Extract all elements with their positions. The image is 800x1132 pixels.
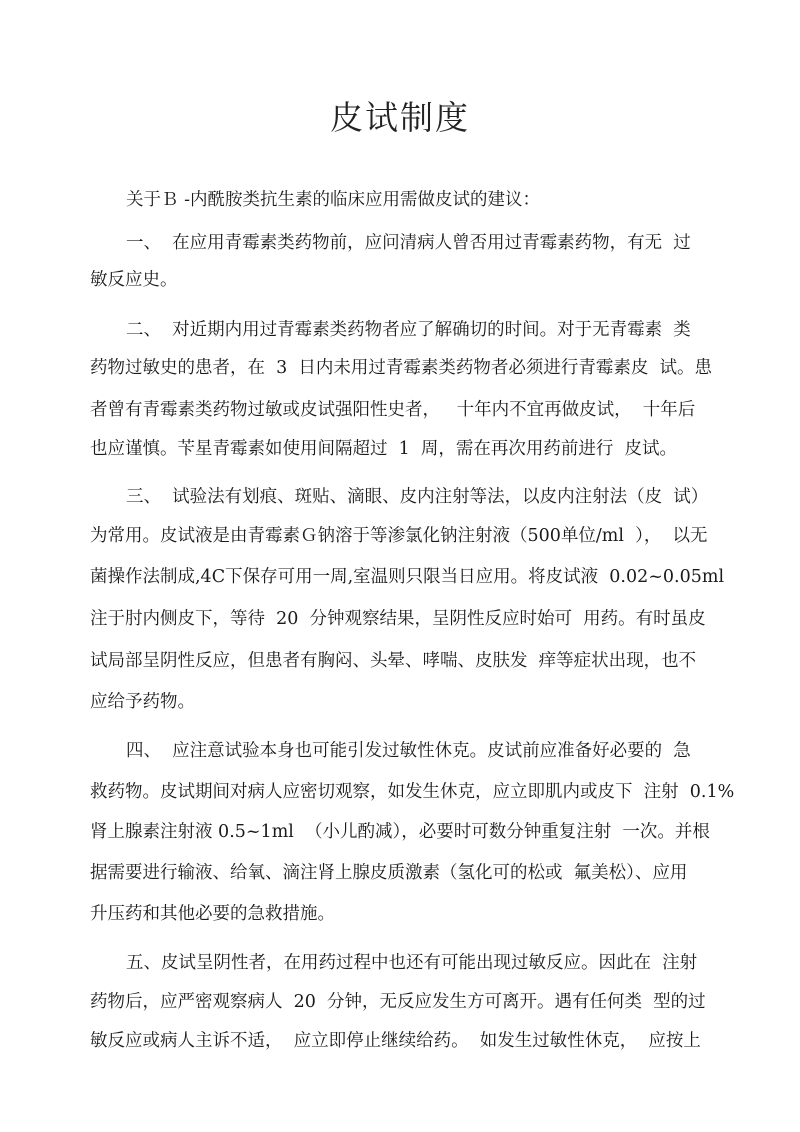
page-title: 皮试制度 xyxy=(330,98,470,137)
text-line: 应给予药物。 xyxy=(90,692,195,712)
text-line: 四、 应注意试验本身也可能引发过敏性休克。皮试前应准备好必要的 急 xyxy=(126,741,691,761)
text-line: 菌操作法制成,4C下保存可用一周,室温则只限当日应用。将皮试液 0.02~0.05ml xyxy=(90,567,725,587)
text-line: 救药物。皮试期间对病人应密切观察，如发生休克，应立即肌内或皮下 注射 0.1% xyxy=(90,782,735,802)
text-line: 二、 对近期内用过青霉素类药物者应了解确切的时间。对于无青霉素 类 xyxy=(126,320,691,340)
text-line: 五、皮试呈阴性者，在用药过程中也还有可能出现过敏反应。因此在 注射 xyxy=(126,953,698,973)
text-line: 敏反应或病人主诉不适， 应立即停止继续给药。 如发生过敏性休克， 应按上 xyxy=(90,1031,701,1051)
text-line: 为常用。皮试液是由青霉素Ｇ钠溶于等渗氯化钠注射液（500单位/ml ）， 以无 xyxy=(90,526,708,546)
text-line: 关于Ｂ -内酰胺类抗生素的临床应用需做皮试的建议： xyxy=(126,190,540,210)
text-line: 药物过敏史的患者，在 3 日内未用过青霉素类药物者必须进行青霉素皮 试。患 xyxy=(90,358,713,378)
text-line: 升压药和其他必要的急救措施。 xyxy=(90,904,335,924)
text-line: 药物后，应严密观察病人 20 分钟，无反应发生方可离开。遇有任何类 型的过 xyxy=(90,992,706,1012)
text-line: 也应谨慎。苄星青霉素如使用间隔超过 1 周，需在再次用药前进行 皮试。 xyxy=(90,439,678,459)
text-line: 试局部呈阴性反应，但患者有胸闷、头晕、哮喘、皮肤发 痒等症状出现，也不 xyxy=(90,651,697,671)
text-line: 敏反应史。 xyxy=(90,270,178,290)
text-line: 者曾有青霉素类药物过敏或皮试强阳性史者， 十年内不宜再做皮试， 十年后 xyxy=(90,400,696,420)
text-line: 肾上腺素注射液 0.5~1ml （小儿酌减），必要时可数分钟重复注射 一次。并根 xyxy=(90,822,710,842)
text-line: 一、 在应用青霉素类药物前，应问清病人曾否用过青霉素药物，有无 过 xyxy=(126,233,691,253)
text-line: 三、 试验法有划痕、斑贴、滴眼、皮内注射等法，以皮内注射法（皮 试） xyxy=(126,487,709,507)
text-line: 注于肘内侧皮下，等待 20 分钟观察结果，呈阴性反应时始可 用药。有时虽皮 xyxy=(90,609,706,629)
text-line: 据需要进行输液、给氧、滴注肾上腺皮质激素（氢化可的松或 氟美松）、应用 xyxy=(90,863,688,883)
